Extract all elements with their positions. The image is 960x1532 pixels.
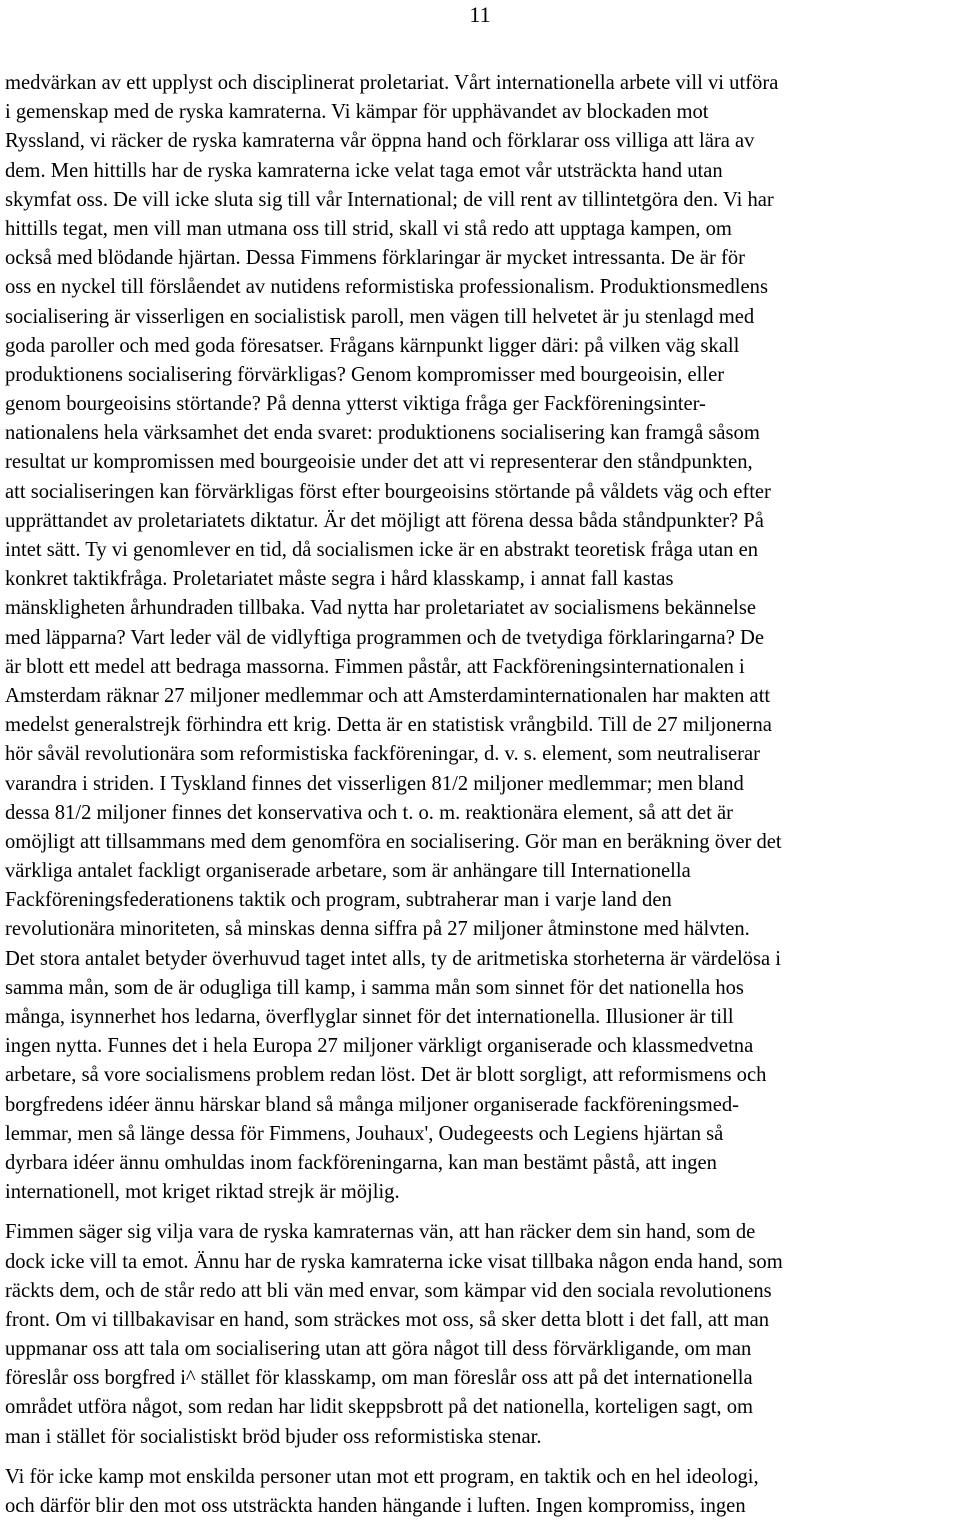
text-line: borgfredens idéer ännu härskar bland så många miljoner organiserade fackföreningsmed-	[5, 1093, 740, 1116]
text-line: resultat ur kompromissen med bourgeoisie under det att vi representerar den ståndpunkten,	[5, 451, 753, 474]
text-line: samma mån, som de är odugliga till kamp, i samma mån som sinnet för det nationella hos	[5, 976, 744, 999]
text-line: räckts dem, och de står redo att bli vän med envar, som kämpar vid den sociala revolutionens	[5, 1279, 772, 1302]
text-line: upprättandet av proletariatets diktatur. Är det möjligt att förena dessa båda ståndpunkter? På	[5, 509, 764, 532]
text-line: området utföra något, som redan har lidit skeppsbrott på det nationella, korteligen sagt, om	[5, 1396, 754, 1419]
text-line: föreslår oss borgfred i^ stället för klasskamp, om man föreslår oss att på det internationella	[5, 1367, 753, 1390]
text-line: värkliga antalet fackligt organiserade arbetare, som är anhängare till Internationella	[5, 860, 691, 883]
text-line: goda paroller och med goda föresatser. Frågans kärnpunkt ligger däri: på vilken väg skall	[5, 334, 740, 357]
text-line: Fackföreningsfederationens taktik och program, subtraherar man i varje land den	[5, 889, 672, 912]
text-line: Vi för icke kamp mot enskilda personer utan mot ett program, en taktik och en hel ideologi,	[5, 1465, 759, 1488]
text-line: ingen nytta. Funnes det i hela Europa 27 miljoner värkligt organiserade och klassmedvetna	[5, 1035, 754, 1058]
text-line: dem. Men hittills har de ryska kamraterna icke velat taga emot vår utsträckta hand utan	[5, 159, 723, 182]
text-line: revolutionära minoriteten, så minskas denna siffra på 27 miljoner åtminstone med hälvten.	[5, 918, 750, 941]
text-line: oss en nyckel till förslåendet av nutidens reformistiska professionalism. Produktionsmedlens	[5, 276, 768, 299]
text-line: medvärkan av ett upplyst och disciplinerat proletariat. Vårt internationella arbete vill vi utföra	[5, 72, 779, 94]
text-line: nationalens hela värksamhet det enda svaret: produktionens socialisering kan framgå såsom	[5, 422, 760, 445]
text-line: produktionens socialisering förvärkligas? Genom kompromisser med bourgeoisin, eller	[5, 363, 725, 386]
text-line: front. Om vi tillbakavisar en hand, som sträckes mot oss, så sker detta blott i det fall, att man	[5, 1308, 770, 1331]
text-line: Fimmen säger sig vilja vara de ryska kamraternas vän, att han räcker dem sin hand, som de	[5, 1221, 756, 1244]
text-line: Amsterdam räknar 27 miljoner medlemmar och att Amsterdaminternationalen har makten att	[5, 684, 771, 707]
text-line: internationell, mot kriget riktad strejk är möjlig.	[5, 1181, 400, 1204]
paragraph-1	[5, 69, 959, 1207]
text-line: dyrbara idéer ännu omhuldas inom fackföreningarna, kan man bestämt påstå, att ingen	[5, 1151, 717, 1174]
text-line: man i stället för socialistiskt bröd bjuder oss reformistiska stenar.	[5, 1425, 542, 1448]
page-number: 11	[469, 2, 491, 27]
text-line: socialisering är visserligen en socialistisk paroll, men vägen till helvetet är ju stenlagd med	[5, 305, 755, 328]
text-line: uppmanar oss att tala om socialisering utan att göra något till dess förvärkligande, om man	[5, 1338, 752, 1361]
text-line: lemmar, men så länge dessa för Fimmens, Jouhaux', Oudegeests och Legiens hjärtan så	[5, 1122, 724, 1145]
text-line: konkret taktikfråga. Proletariatet måste segra i hård klasskamp, i annat fall kastas	[5, 568, 674, 591]
text-line: Ryssland, vi räcker de ryska kamraterna vår öppna hand och förklarar oss villiga att lära av	[5, 130, 755, 153]
text-line: är blott ett medel att bedraga massorna. Fimmen påstår, att Fackföreningsinternationalen i	[5, 655, 745, 678]
text-line: dessa 81/2 miljoner finnes det konservativa och t. o. m. reaktionära element, så att det är	[5, 801, 733, 824]
text-line: medelst generalstrejk förhindra ett krig. Detta är en statistisk vrångbild. Till de 27 miljonerna	[5, 714, 772, 737]
text-line: hittills tegat, men vill man utmana oss till strid, skall vi stå redo att upptaga kampen, om	[5, 217, 732, 240]
text-line: genom bourgeoisins störtande? På denna ytterst viktiga fråga ger Fackföreningsinter-	[5, 393, 706, 416]
text-line: hör såväl revolutionära som reformistiska fackföreningar, d. v. s. element, som neutraliserar	[5, 743, 760, 766]
text-line: dock icke vill ta emot. Ännu har de ryska kamraterna icke visat tillbaka någon enda hand, som	[5, 1250, 783, 1273]
text-line: skymfat oss. De vill icke sluta sig till vår International; de vill rent av tillintetgöra den. Vi har	[5, 188, 774, 211]
text-line: med läpparna? Vart leder väl de vidlyftiga programmen och de tvetydiga förklaringarna? De	[5, 626, 764, 649]
text-line: varandra i striden. I Tyskland finnes det visserligen 81/2 miljoner medlemmar; men bland	[5, 772, 744, 795]
text-line: också med blödande hjärtan. Dessa Fimmens förklaringar är mycket intressanta. De är för	[5, 247, 745, 270]
text-line: och därför blir den mot oss utsträckta handen hängande i luften. Ingen kompromiss, ingen	[5, 1495, 746, 1517]
text-line: mänskligheten århundraden tillbaka. Vad nytta har proletariatet av socialismens bekännelse	[5, 597, 757, 620]
text-line: arbetare, så vore socialismens problem redan löst. Det är blott sorgligt, att reformismens och	[5, 1064, 767, 1087]
text-line: i gemenskap med de ryska kamraterna. Vi kämpar för upphävandet av blockaden mot	[5, 101, 709, 124]
text-line: att socialiseringen kan förvärkligas först efter bourgeoisins störtande på våldets väg och efter	[5, 480, 771, 503]
text-line: intet sätt. Ty vi genomlever en tid, då socialismen icke är en abstrakt teoretisk fråga utan en	[5, 539, 759, 561]
paragraph-2	[5, 1218, 959, 1452]
text-line: Det stora antalet betyder överhuvud taget intet alls, ty de aritmetiska storheterna är värdelösa i	[5, 947, 781, 970]
text-line: omöjligt att tillsammans med dem genomföra en socialisering. Gör man en beräkning över det	[5, 830, 782, 853]
page-body	[5, 69, 959, 1532]
paragraph-3	[5, 1463, 959, 1521]
text-line: många, isynnerhet hos ledarna, överflyglar sinnet för det internationella. Illusioner är till	[5, 1006, 734, 1028]
